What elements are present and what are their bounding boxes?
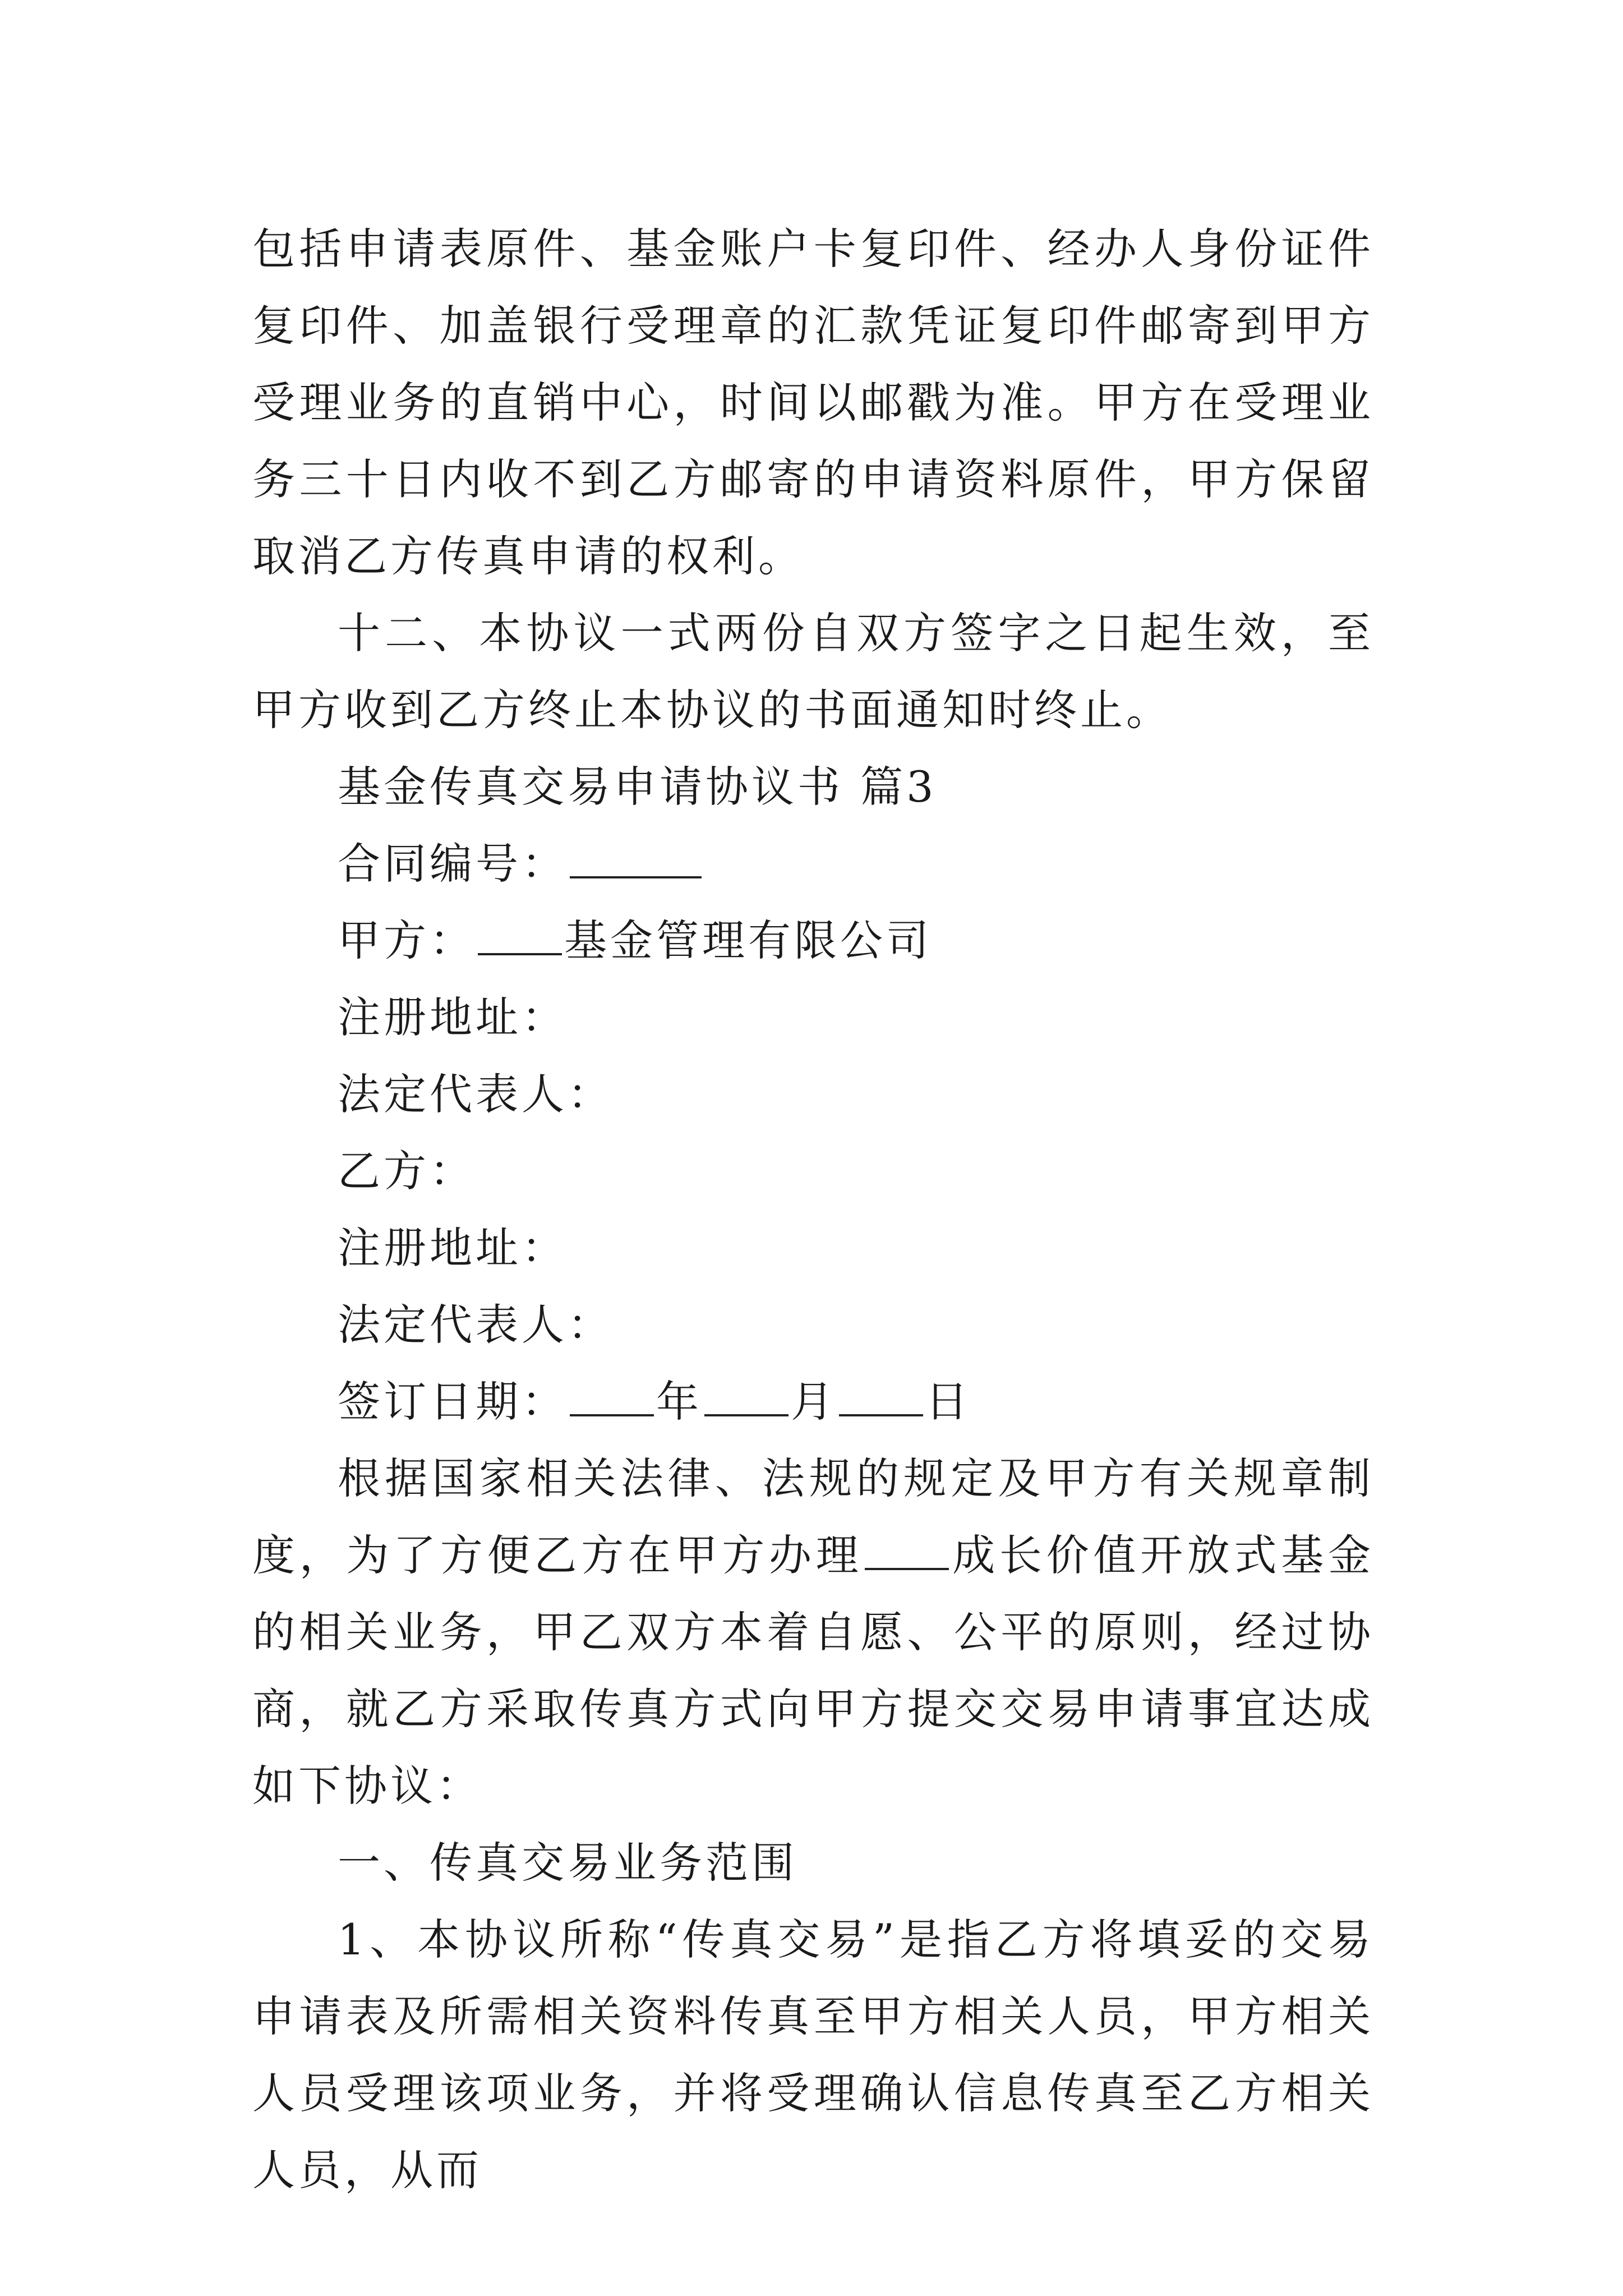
paragraph-twelve: 十二、本协议一式两份自双方签字之日起生效，至甲方收到乙方终止本协议的书面通知时终止。 xyxy=(252,608,1374,735)
fund-name-blank xyxy=(865,1529,949,1570)
legal-representative-a: 法定代表人： xyxy=(338,1069,614,1119)
legal-representative-b: 法定代表人： xyxy=(338,1300,614,1350)
party-b-line: 乙方： xyxy=(338,1146,476,1196)
sign-date-line xyxy=(252,1363,1374,1440)
document-body xyxy=(252,210,1374,2208)
sign-date-label: 签订日期： xyxy=(338,1377,568,1427)
day-blank xyxy=(839,1375,923,1416)
contract-number-blank xyxy=(570,837,702,878)
month-label: 月 xyxy=(791,1377,837,1427)
registered-address-b: 注册地址： xyxy=(338,1223,568,1273)
year-blank xyxy=(570,1375,654,1416)
year-label: 年 xyxy=(656,1377,702,1427)
month-blank xyxy=(704,1375,789,1416)
party-a-blank xyxy=(478,914,562,955)
registered-address-a: 注册地址： xyxy=(338,992,568,1042)
paragraph-basis-part1: 根据国家相关法律、法规的规定及甲方有关规章制度，为了方便乙方在甲方办理 xyxy=(252,1453,1374,1580)
paragraph-one-one: 1、本协议所称“传真交易”是指乙方将填妥的交易申请表及所需相关资料传真至甲方相关人员，甲方相关人员受理该项业务，并将受理确认信息传真至乙方相关人员，从而 xyxy=(252,1915,1374,2195)
contract-number-label: 合同编号： xyxy=(338,839,568,889)
paragraph-continuation: 包括申请表原件、基金账户卡复印件、经办人身份证件复印件、加盖银行受理章的汇款凭证复印件邮寄到甲方受理业务的直销中心，时间以邮戳为准。甲方在受理业务三十日内收不到乙方邮寄的申请资料原件，甲方保留取消乙方传真申请的权利。 xyxy=(252,224,1374,581)
heading-one: 一、传真交易业务范围 xyxy=(338,1838,797,1888)
contract-number-line xyxy=(252,825,1374,902)
party-a-name: 基金管理有限公司 xyxy=(564,915,932,965)
paragraph-basis xyxy=(252,1440,1374,1824)
section-title: 基金传真交易申请协议书 篇3 xyxy=(338,762,937,812)
day-label: 日 xyxy=(925,1377,971,1427)
party-a-line xyxy=(252,902,1374,979)
party-a-label: 甲方： xyxy=(338,915,476,965)
paragraph-basis-part2: 成长价值开放式基金的相关业务，甲乙双方本着自愿、公平的原则，经过协商，就乙方采取传真方式向甲方提交交易申请事宜达成如下协议： xyxy=(252,1530,1375,1811)
